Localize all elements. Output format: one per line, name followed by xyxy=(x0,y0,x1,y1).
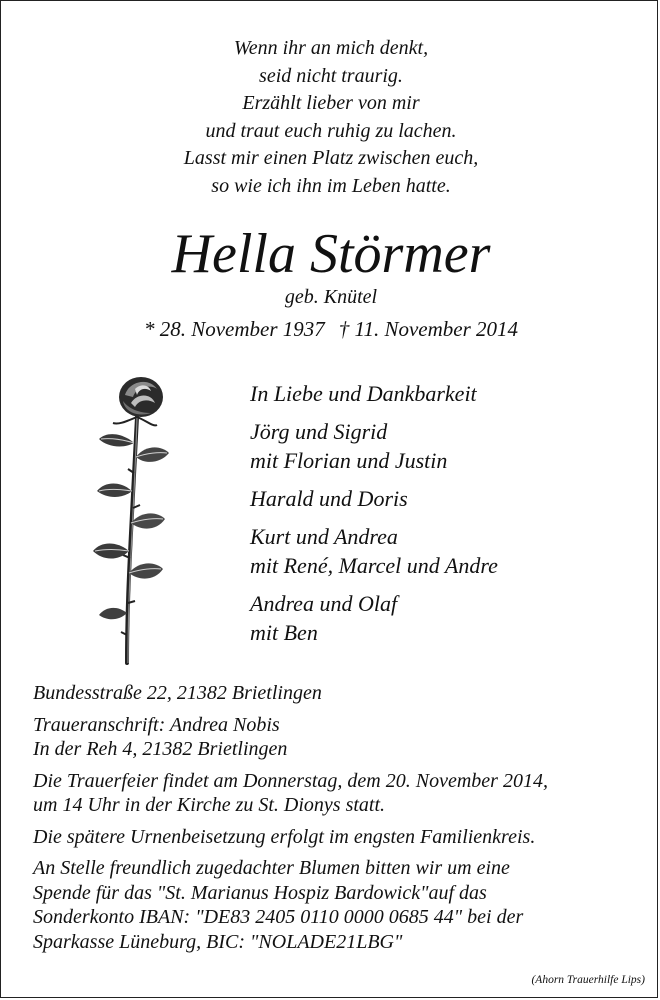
family-list xyxy=(250,379,498,656)
detail-line: Die spätere Urnenbeisetzung erfolgt im engsten Familienkreis. xyxy=(33,825,536,848)
home-address xyxy=(33,681,548,706)
dedication: In Liebe und Dankbarkeit xyxy=(250,381,477,406)
family-group xyxy=(250,484,498,513)
detail-line: Sonderkonto IBAN: "DE83 2405 0110 0000 0685 44" bei der xyxy=(33,906,524,928)
detail-line: An Stelle freundlich zugedachter Blumen bitten wir um eine xyxy=(33,857,510,879)
detail-line: Spende für das "St. Marianus Hospiz Bardowick"auf das xyxy=(33,881,487,904)
burial-info xyxy=(33,825,548,850)
death-date: † 11. November 2014 xyxy=(338,317,519,341)
poem xyxy=(1,35,660,200)
family-group xyxy=(250,589,498,647)
credit-line: (Ahorn Trauerhilfe Lips) xyxy=(531,974,645,986)
family-group xyxy=(250,417,498,475)
detail-line: Bundesstraße 22, 21382 Brietlingen xyxy=(33,682,322,704)
life-dates xyxy=(1,316,660,342)
poem-line: und traut euch ruhig zu lachen. xyxy=(205,119,457,142)
detail-line: In der Reh 4, 21382 Brietlingen xyxy=(33,738,288,760)
maiden-name: geb. Knütel xyxy=(284,286,378,308)
poem-line: Erzählt lieber von mir xyxy=(242,92,420,114)
family-line: mit Ben xyxy=(250,620,318,645)
family-group xyxy=(250,522,498,580)
poem-line: Wenn ihr an mich denkt, xyxy=(233,37,429,59)
deceased-name: Hella Störmer xyxy=(171,223,491,285)
family-line: Andrea und Olaf xyxy=(250,591,398,616)
ceremony-info xyxy=(33,769,548,818)
poem-line: Lasst mir einen Platz zwischen euch, xyxy=(183,147,479,169)
poem-line: seid nicht traurig. xyxy=(259,64,403,87)
family-line: mit Florian und Justin xyxy=(250,448,448,473)
detail-line: Sparkasse Lüneburg, BIC: "NOLADE21LBG" xyxy=(33,930,403,953)
poem-line: so wie ich ihn im Leben hatte. xyxy=(211,174,451,197)
detail-line: Die Trauerfeier findet am Donnerstag, dem 20. November 2014, xyxy=(33,769,548,792)
details xyxy=(33,681,548,961)
rose-icon xyxy=(87,373,177,669)
donation-info xyxy=(33,856,548,954)
birth-date: * 28. November 1937 xyxy=(143,317,325,341)
family-line: mit René, Marcel und Andre xyxy=(250,553,498,578)
family-line: Kurt und Andrea xyxy=(250,524,398,549)
detail-line: Traueranschrift: Andrea Nobis xyxy=(33,713,280,736)
family-line: Jörg und Sigrid xyxy=(250,419,388,444)
family-line: Harald und Doris xyxy=(250,486,408,511)
detail-line: um 14 Uhr in der Kirche zu St. Dionys statt. xyxy=(33,794,386,816)
mourning-address xyxy=(33,713,548,762)
